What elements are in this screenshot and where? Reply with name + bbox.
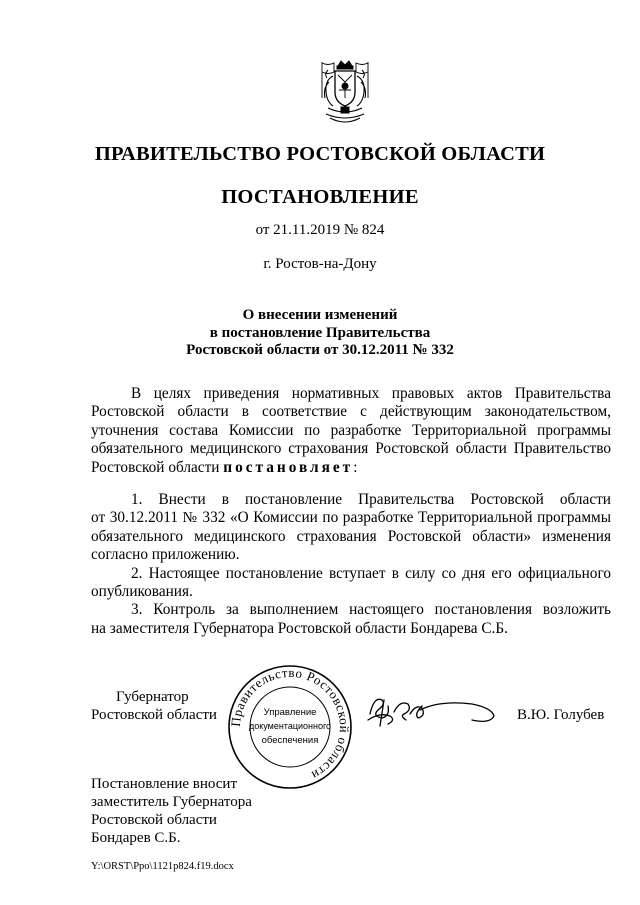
item-line: согласно приложению. [91,546,240,564]
submitter-line: Ростовской области [91,812,217,828]
signatory-position-line2: Ростовской области [91,707,217,723]
subject-line: в постановление Правительства [209,324,431,341]
document-subject [0,307,640,360]
item-line: обязательного медицинского страхования Ростовской области» изменения [91,527,611,545]
preamble-line: Ростовской области в соответствие с действующим законодательством, [91,403,611,421]
signatory-name: В.Ю. Голубев [517,707,605,723]
document-city: г. Ростов-на-Дону [263,256,377,272]
preamble-line-final [91,459,611,477]
submitter-line: Бондарев С.Б. [91,830,181,846]
subject-line: О внесении изменений [242,307,398,323]
item-line: 2. Настоящее постановление вступает в силу со дня его официального [131,564,611,582]
coat-of-arms-emblem [316,58,374,130]
numbered-items [91,491,611,638]
stamp-center-line: Управление [263,707,317,718]
decree-colon: : [353,458,358,476]
item-line: на заместителя Губернатора Ростовской области Бондарева С.Б. [91,619,508,637]
preamble-line: обязательного медицинского страхования Ростовской области Правительство [91,440,611,458]
preamble-line: В целях приведения нормативных правовых актов Правительства [131,385,611,402]
stamp-center-line: обеспечения [261,735,319,746]
handwritten-signature [360,686,500,732]
document-date-number: от 21.11.2019 № 824 [255,222,385,238]
decree-word: постановляет [223,458,354,476]
government-title: ПРАВИТЕЛЬСТВО РОСТОВСКОЙ ОБЛАСТИ [94,143,546,165]
item-line: 1. Внести в постановление Правительства Ростовской области [131,491,611,508]
submitter-line: заместитель Губернатора [91,794,252,810]
preamble-paragraph [91,385,611,477]
document-type-title: ПОСТАНОВЛЕНИЕ [221,186,419,208]
preamble-line: уточнения состава Комиссии по разработке Территориальной программы [91,421,611,439]
subject-line: Ростовской области от 30.12.2011 № 332 [186,342,454,358]
item-line: 3. Контроль за выполнением настоящего постановления возложить [131,601,611,619]
preamble-line: Ростовской области [91,458,224,476]
signatory-position-line1: Губернатор [116,689,189,705]
submitter-line: Постановление вносит [91,776,238,792]
item-line: от 30.12.2011 № 332 «О Комиссии по разработке Территориальной программы [91,509,611,527]
file-path-footer: Y:\ORST\Ppo\1121p824.f19.docx [91,861,234,872]
submitter-block [91,775,252,847]
item-line: опубликования. [91,583,193,601]
stamp-ring-text: Правительство Ростовской области [227,664,353,784]
official-stamp [226,663,354,791]
stamp-center-line: документационного [248,721,332,731]
